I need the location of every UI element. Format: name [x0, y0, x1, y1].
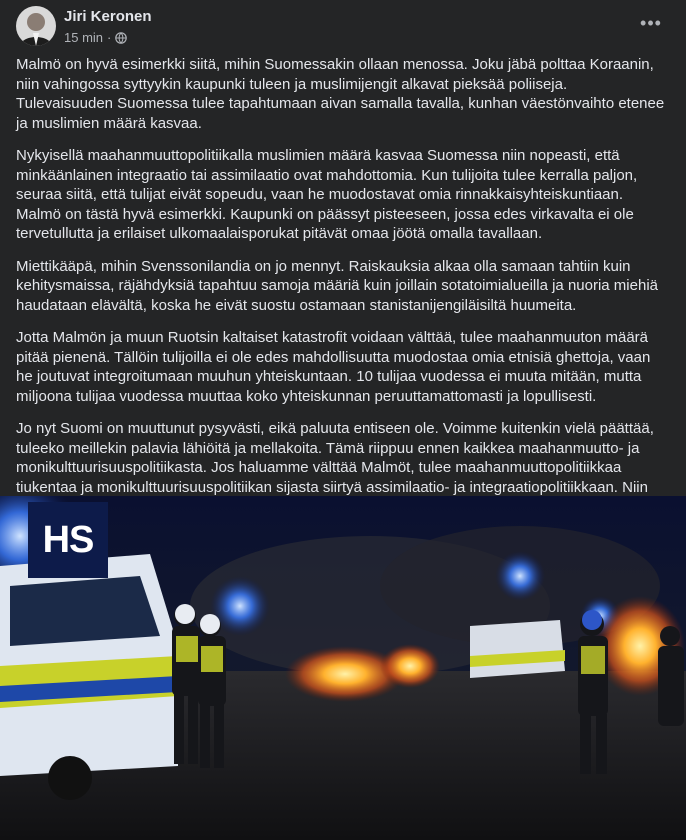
hs-logo: HS	[28, 502, 108, 578]
author-name[interactable]: Jiri Keronen	[64, 8, 152, 25]
separator-dot: ·	[107, 30, 112, 45]
post-paragraph: Miettikääpä, mihin Svenssonilandia on jo mennyt. Raiskauksia alkaa olla samaan tahtiin kuin kehitysmaissa, räjähdyksiä tapahtuu samoja määriä kuin joillain sotatoimialueilla ja nuoria miehiä haudataan elävältä, koska he eivät suostu ostamaan stanistanijengiläisiltä huumeita.	[16, 257, 658, 314]
avatar[interactable]	[16, 6, 56, 46]
globe-icon	[115, 32, 127, 44]
more-options-icon[interactable]: •••	[640, 12, 662, 33]
post-paragraph: Jo nyt Suomi on muuttunut pysyvästi, eikä paluuta entiseen ole. Voimme kuitenkin vielä päättää, tuleeko meillekin palavia lähiöitä ja mellakoita. Tämä riippuu ennen kaikkea maahanmuutto- ja monikulttuurisuuspolitiikasta. Jos haluamme välttää Malmöt, tulee maahanmuuttopolitiikkaa tiukentaa ja monikulttuurisuuspolitiikan sijasta siirtyä assimilaatio- ja integraatiopolitiikkaan. Niin	[16, 420, 654, 496]
post-time[interactable]: 15 min	[64, 30, 104, 45]
post-header	[16, 6, 670, 46]
post-paragraph: Nykyisellä maahanmuuttopolitiikalla muslimien määrä kasvaa Suomessa niin nopeasti, että minkäänlainen integraatio tai assimilaatio ovat mahdottomia. Kun tulijoita tulee kerralla paljon, seuraa siitä, että tulijat eivät sopeudu, vaan he muodostavat omia rinnakkaisyhteiskuntiaan. Malmö on tästä hyvä esimerkki. Kaupunki on päässyt pisteeseen, jossa edes virkavalta ei ole tervetullutta ja erilaiset ulkomaalaisporukat pitävät omaa jöötä omalla tavallaan.	[16, 147, 638, 242]
post-paragraph: Jotta Malmön ja muun Ruotsin kaltaiset katastrofit voidaan välttää, tulee maahanmuuton määrä pitää pienenä. Tällöin tulijoilla ei ole edes mahdollisuutta muodostaa omia etnisiä ghettoja, vaan he joutuvat integroitumaan muuhun yhteiskuntaan. 10 tulijaa vuodessa ei muuta mitään, mutta miljoona tulijaa vuodessa muuttaa koko yhteiskunnan peruuttamattomasti ja lopullisesti.	[16, 329, 651, 405]
post-image[interactable]	[0, 496, 686, 840]
post-meta	[64, 30, 127, 45]
post-paragraph: Malmö on hyvä esimerkki siitä, mihin Suomessakin ollaan menossa. Joku jäbä polttaa Koraanin, niin vahingossa syttyykin kaupunki tuleen ja muslimijengit alkavat pieksää poliiseja. Tulevaisuuden Suomessa tulee tapahtumaan aivan samalla tavalla, kunhan väestönvaihto etenee ja muslimien määrä kasvaa.	[16, 56, 665, 132]
post-body	[16, 55, 668, 530]
